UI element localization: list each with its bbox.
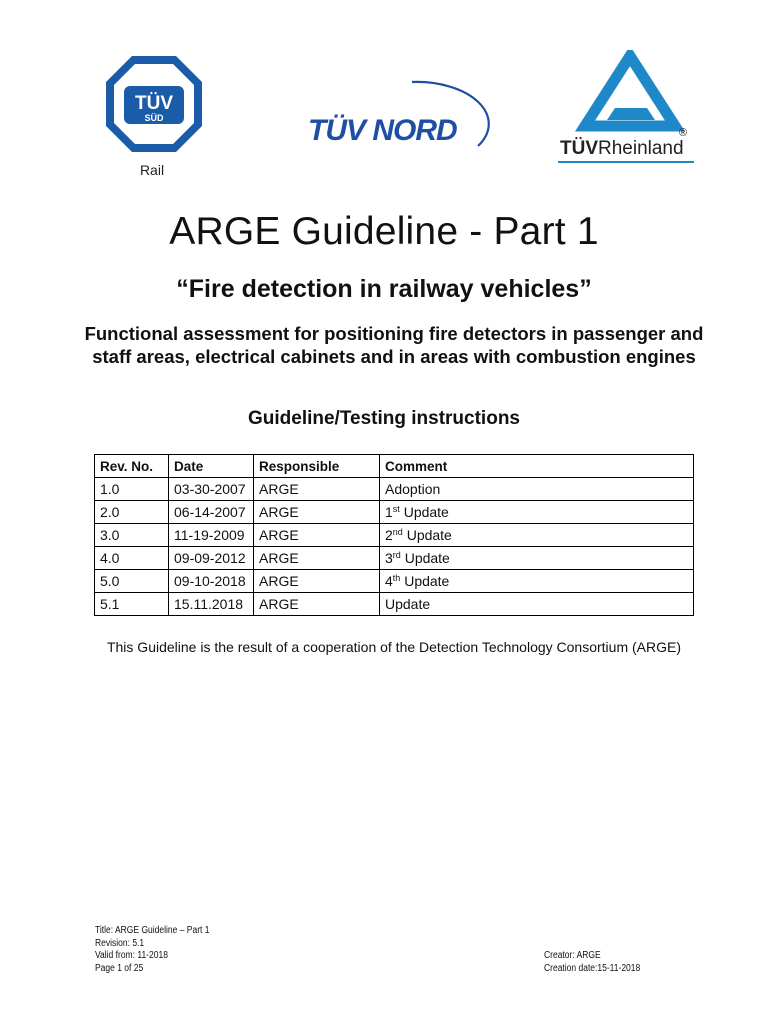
table-row — [95, 501, 694, 524]
logo-bar — [0, 50, 768, 180]
tuv-rheinland-underline — [558, 161, 694, 163]
table-row — [95, 524, 694, 547]
footer-right — [544, 950, 640, 975]
date-cell: 09-09-2012 — [169, 547, 254, 570]
comment-cell: 1st Update — [380, 501, 694, 524]
footer-creator: Creator: ARGE — [544, 950, 601, 961]
responsible-cell: ARGE — [254, 547, 380, 570]
comment-cell: Update — [380, 593, 694, 616]
responsible-cell: ARGE — [254, 478, 380, 501]
tuv-nord-text: TÜV NORD — [308, 114, 457, 147]
rev-no-cell: 3.0 — [95, 524, 169, 547]
footer-creation-date: Creation date:15-11-2018 — [544, 962, 641, 974]
document-subtitle: “Fire detection in railway vehicles” — [176, 275, 592, 303]
rev-no-cell: 5.0 — [95, 570, 169, 593]
date-cell: 11-19-2009 — [169, 524, 254, 547]
rev-no-cell: 2.0 — [95, 501, 169, 524]
tuv-sud-caption: Rail — [139, 162, 165, 178]
header-rev-no: Rev. No. — [95, 455, 169, 478]
date-cell: 09-10-2018 — [169, 570, 254, 593]
table-row — [95, 570, 694, 593]
header-date: Date — [169, 455, 254, 478]
document-title: ARGE Guideline - Part 1 — [169, 210, 599, 253]
comment-cell: 3rd Update — [380, 547, 694, 570]
revision-table — [94, 454, 694, 616]
table-row — [95, 593, 694, 616]
date-cell: 06-14-2007 — [169, 501, 254, 524]
header-responsible: Responsible — [254, 455, 380, 478]
tuv-sud-text: TÜV — [135, 93, 173, 114]
rev-no-cell: 1.0 — [95, 478, 169, 501]
footer-page: Page 1 of 25 — [95, 962, 144, 974]
footer-left — [95, 925, 209, 975]
document-description: Functional assessment for positioning fire detectors in passenger and staff areas, electrical cabinets and in areas with combustion engines — [84, 323, 704, 367]
responsible-cell: ARGE — [254, 593, 380, 616]
responsible-cell: ARGE — [254, 501, 380, 524]
revision-table-header — [95, 455, 694, 478]
comment-cell: 2nd Update — [380, 524, 694, 547]
responsible-cell: ARGE — [254, 570, 380, 593]
rev-no-cell: 5.1 — [95, 593, 169, 616]
footer-title: Title: ARGE Guideline – Part 1 — [95, 925, 210, 936]
date-cell: 03-30-2007 — [169, 478, 254, 501]
tuv-sud-subtext: SÜD — [144, 113, 164, 123]
document-type: Guideline/Testing instructions — [247, 408, 520, 429]
tuv-rheinland-text: TÜVRheinland — [560, 138, 684, 159]
tuv-rheinland-logo — [555, 50, 705, 172]
tuv-rheinland-inner — [607, 108, 655, 120]
responsible-cell: ARGE — [254, 524, 380, 547]
tuv-nord-logo — [300, 76, 490, 166]
cooperation-note: This Guideline is the result of a cooperation of the Detection Technology Consortium (ARGE) — [106, 639, 682, 655]
tuv-sud-logo — [104, 54, 204, 180]
comment-cell: 4th Update — [380, 570, 694, 593]
footer-valid-from: Valid from: 11-2018 — [95, 950, 168, 961]
rev-no-cell: 4.0 — [95, 547, 169, 570]
footer-revision: Revision: 5.1 — [95, 937, 145, 949]
header-comment: Comment — [380, 455, 694, 478]
date-cell: 15.11.2018 — [169, 593, 254, 616]
table-row — [95, 547, 694, 570]
table-row — [95, 478, 694, 501]
tuv-rheinland-registered: ® — [679, 127, 688, 139]
comment-cell: Adoption — [380, 478, 694, 501]
